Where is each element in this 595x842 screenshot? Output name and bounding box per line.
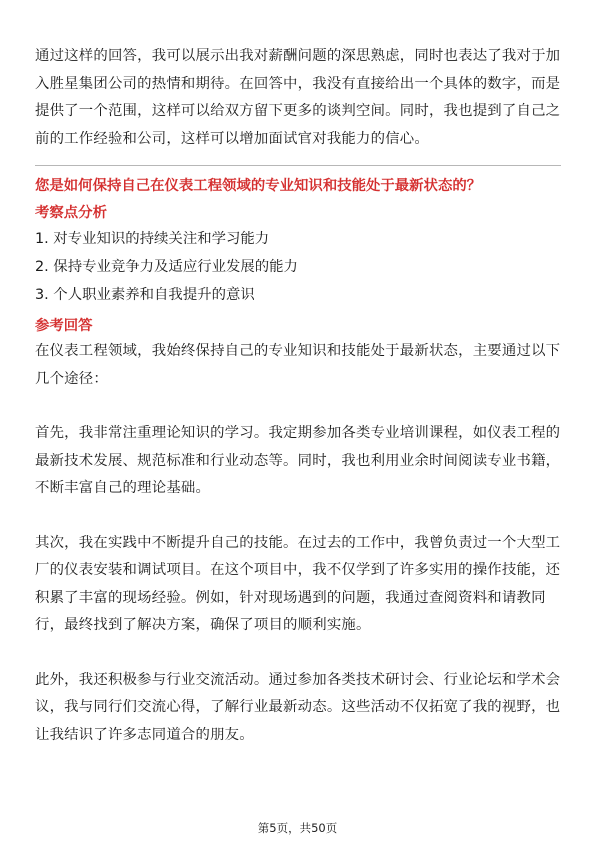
paragraph-gap [35, 503, 561, 530]
paragraph-gap [35, 393, 561, 420]
answer-heading: 参考回答 [35, 318, 93, 334]
interview-question: 您是如何保持自己在仪表工程领域的专业知识和技能处于最新状态的？ [35, 178, 482, 194]
analysis-item: 3. 个人职业素养和自我提升的意识 [35, 287, 255, 303]
document-page [35, 43, 561, 749]
answer-paragraph: 首先，我非常注重理论知识的学习。我定期参加各类专业培训课程，如仪表工程的最新技术发展、规范标准和行业动态等。同时，我也利用业余时间阅读专业书籍，不断丰富自己的理论基础。 [35, 425, 561, 496]
page-number-footer: 第5页，共50页 [257, 821, 338, 835]
paragraph-gap [35, 640, 561, 667]
section-divider [35, 165, 561, 166]
answer-paragraph: 在仪表工程领域，我始终保持自己的专业知识和技能处于最新状态，主要通过以下几个途径： [35, 343, 561, 387]
answer-paragraph: 此外，我还积极参与行业交流活动。通过参加各类技术研讨会、行业论坛和学术会议，我与同行们交流心得，了解行业最新动态。这些活动不仅拓宽了我的视野，也让我结识了许多志同道合的朋友。 [35, 671, 561, 743]
analysis-item: 2. 保持专业竞争力及适应行业发展的能力 [35, 259, 298, 275]
analysis-item: 1. 对专业知识的持续关注和学习能力 [35, 231, 270, 247]
answer-paragraph: 其次，我在实践中不断提升自己的技能。在过去的工作中，我曾负责过一个大型工厂的仪表安装和调试项目。在这个项目中，我不仅学到了许多实用的操作技能，还积累了丰富的现场经验。例如，针对现场遇到的问题，我通过查阅资料和请教同行，最终找到了解决方案，确保了项目的顺利实施。 [35, 534, 561, 633]
analysis-heading: 考察点分析 [35, 205, 107, 221]
intro-paragraph: 通过这样的回答，我可以展示出我对薪酬问题的深思熟虑，同时也表达了我对于加入胜星集团公司的热情和期待。在回答中，我没有直接给出一个具体的数字，而是提供了一个范围，这样可以给双方留下更多的谈判空间。同时，我也提到了自己之前的工作经验和公司，这样可以增加面试官对我能力的信心。 [35, 48, 561, 147]
